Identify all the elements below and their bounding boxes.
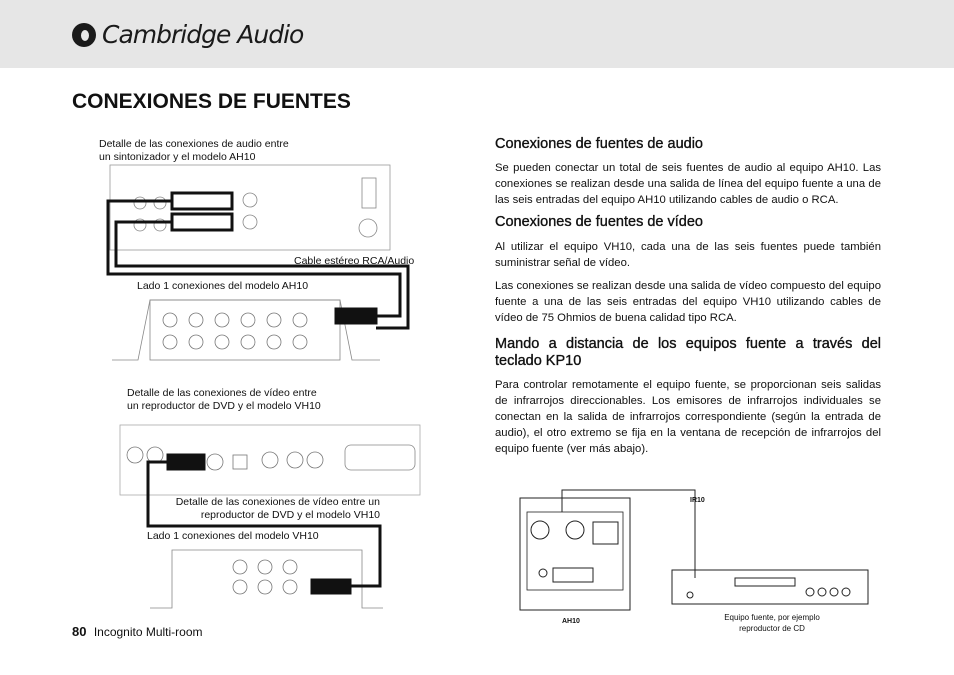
section-heading-video: Conexiones de fuentes de vídeo — [495, 214, 703, 230]
section-paragraph-audio: Se pueden conectar un total de seis fuentes de audio al equipo AH10. Las conexiones se realizan desde una salida de línea del equipo fuente a una de las seis entradas del equipo AH10 utilizando cables de audio o RCA. — [495, 162, 881, 206]
tuner-cable-plug-r — [172, 214, 232, 230]
tuner-jack — [134, 197, 146, 209]
section-paragraph-video-2: Las conexiones se realizan desde una salida de vídeo compuesto del equipo fuente a una de las seis entradas del equipo VH10 utilizando cables de vídeo de 75 Ohmios de buena calidad tipo RCA. — [495, 280, 881, 324]
ah10-unit — [520, 498, 630, 610]
dvd-back-panel — [120, 425, 420, 495]
cable-label: Cable estéreo RCA/Audio — [294, 255, 415, 267]
ir-cable — [562, 490, 695, 578]
video-detail-caption: Detalle de las conexiones de vídeo entre un reproductor de DVD y el modelo VH10 — [127, 387, 321, 412]
page-title: CONEXIONES DE FUENTES — [72, 90, 351, 113]
cd-player-unit — [672, 570, 868, 604]
ah10-label: AH10 — [562, 618, 580, 625]
tuner-cable-plug-l — [172, 193, 232, 209]
brand-name: Cambridge Audio — [102, 20, 304, 49]
section-paragraph-remote: Para controlar remotamente el equipo fuente, se proporcionan seis salidas de infrarrojos direccionables. Los emisores de infrarrojos individuales se conectan en la salida de infrarrojos correspondiente (según la entrada de audio), el otro extremo se fija en la ventana de recepción de infrarrojos del equipo fuente (ver más abajo). — [495, 379, 881, 455]
video-detail-caption-2: Detalle de las conexiones de vídeo entre un reproductor de DVD y el modelo VH10 — [175, 496, 380, 521]
section-heading-audio: Conexiones de fuentes de audio — [495, 136, 703, 152]
page-number: 80 — [72, 624, 87, 639]
ah10-side-label: Lado 1 conexiones del modelo AH10 — [137, 280, 309, 292]
ah10-plug — [336, 309, 376, 323]
tuner-back-panel — [110, 165, 390, 250]
cd-tray — [735, 578, 795, 586]
audio-detail-caption: Detalle de las conexiones de audio entre un sintonizador y el modelo AH10 — [99, 138, 289, 163]
section-name: Incognito Multi-room — [93, 625, 203, 639]
vh10-side-label: Lado 1 conexiones del modelo VH10 — [147, 530, 319, 542]
page-footer — [72, 624, 203, 639]
ir10-label: IR10 — [690, 497, 705, 504]
dvd-video-plug — [168, 455, 204, 469]
vh10-plug — [312, 580, 350, 593]
section-paragraph-video-1: Al utilizar el equipo VH10, cada una de las seis fuentes puede también suministrar señal de vídeo. — [495, 241, 881, 269]
section-heading-remote: Mando a distancia de los equipos fuente a través del teclado KP10 — [495, 336, 881, 369]
video-cable — [148, 462, 380, 586]
source-caption: Equipo fuente, por ejemplo reproductor de CD — [724, 613, 820, 633]
